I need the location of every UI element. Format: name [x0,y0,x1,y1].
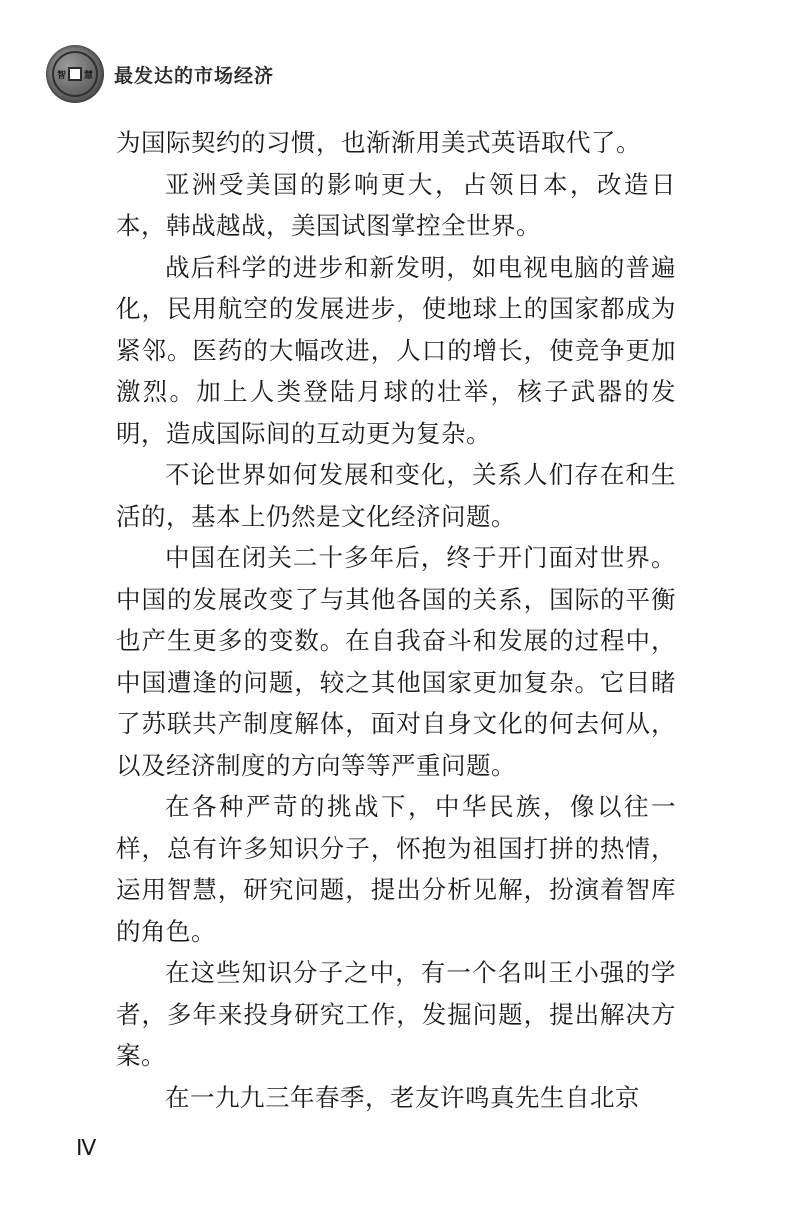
body-text [116,122,676,1118]
paragraph: 亚洲受美国的影响更大，占领日本，改造日本，韩战越战，美国试图掌控全世界。 [116,169,676,240]
paragraph: 在这些知识分子之中，有一个名叫王小强的学者，多年来投身研究工作，发掘问题，提出解决方案。 [116,958,676,1070]
coin-emblem-icon [46,45,104,103]
paragraph: 战后科学的进步和新发明，如电视电脑的普遍化，民用航空的发展进步，使地球上的国家都成为紧邻。医药的大幅改进，人口的增长，使竞争更加激烈。加上人类登陆月球的壮举，核子武器的发明，造成国际间的互动更为复杂。 [116,252,676,448]
paragraph: 在一九九三年春季，老友许鸣真先生自北京 [165,1082,640,1112]
paragraph: 为国际契约的习惯，也渐渐用美式英语取代了。 [116,128,641,157]
running-header-title: 最发达的市场经济 [114,64,275,87]
running-header [46,44,274,104]
paragraph: 中国在闭关二十多年后，终于开门面对世界。中国的发展改变了与其他各国的关系，国际的平衡也产生更多的变数。在自我奋斗和发展的过程中，中国遭逢的问题，较之其他国家更加复杂。它目睹了苏联共产制度解体，面对自身文化的何去何从，以及经济制度的方向等等严重问题。 [116,543,676,780]
paragraph: 不论世界如何发展和变化，关系人们存在和生活的，基本上仍然是文化经济问题。 [116,460,676,531]
paragraph: 在各种严苛的挑战下，中华民族，像以往一样，总有许多知识分子，怀抱为祖国打拼的热情，运用智慧，研究问题，提出分析见解，扮演着智库的角色。 [116,792,676,946]
coin-square-hole [68,67,82,81]
page-number: Ⅳ [76,1135,97,1160]
coin-glyph-left: 智 [57,71,67,81]
coin-glyph-right: 慧 [84,71,94,81]
